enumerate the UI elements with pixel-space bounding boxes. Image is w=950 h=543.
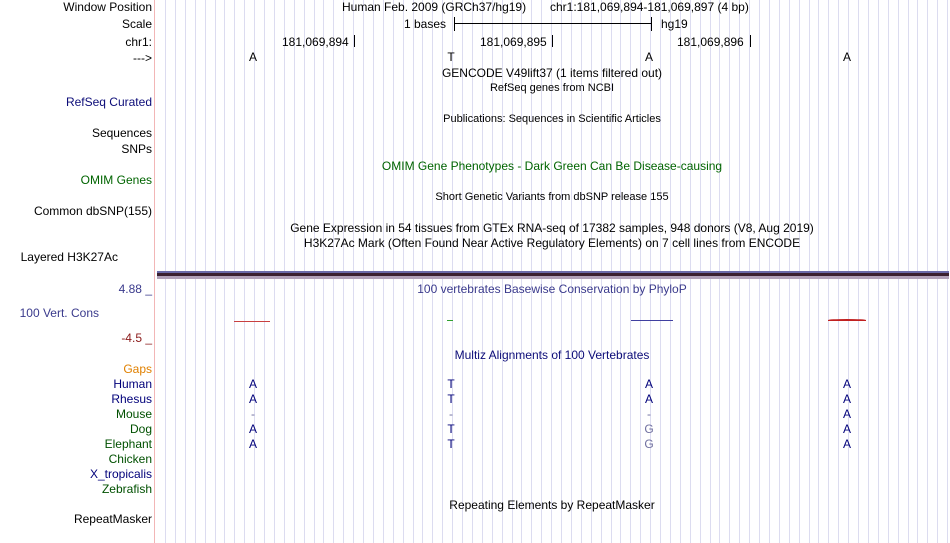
coord-tick-3 bbox=[750, 35, 751, 47]
track-multiz[interactable]: Multiz Alignments of 100 Vertebrates bbox=[454, 348, 650, 362]
track-phylop[interactable]: 100 vertebrates Basewise Conservation by PhyloP bbox=[417, 282, 687, 296]
coord-1: 181,069,894 bbox=[282, 35, 349, 49]
h3k27ac-band-bottom bbox=[157, 276, 949, 279]
label-dog[interactable]: Dog bbox=[129, 422, 152, 436]
mouse-base-4: A bbox=[842, 407, 852, 421]
track-publications[interactable]: Publications: Sequences in Scientific Articles bbox=[443, 113, 661, 125]
label-chicken[interactable]: Chicken bbox=[108, 452, 152, 466]
ref-base-3: A bbox=[644, 50, 654, 64]
coord-tick-2 bbox=[552, 35, 553, 47]
human-base-3: A bbox=[644, 377, 654, 391]
label-human[interactable]: Human bbox=[113, 377, 152, 391]
elephant-base-2: T bbox=[447, 437, 455, 451]
label-cons-min: -4.5 _ bbox=[121, 331, 152, 345]
phylop-mark-1 bbox=[234, 321, 270, 322]
label-scale: Scale bbox=[121, 17, 152, 31]
human-base-4: A bbox=[842, 377, 852, 391]
scale-db: hg19 bbox=[661, 17, 688, 31]
label-dbsnp[interactable]: Common dbSNP(155) bbox=[33, 204, 152, 218]
label-rhesus[interactable]: Rhesus bbox=[111, 392, 152, 406]
dog-base-2: T bbox=[447, 422, 455, 436]
label-h3k27ac[interactable]: Layered H3K27Ac bbox=[20, 250, 118, 264]
label-repeatmasker[interactable]: RepeatMasker bbox=[73, 512, 152, 526]
human-base-1: A bbox=[248, 377, 258, 391]
elephant-base-3: G bbox=[644, 437, 654, 451]
elephant-base-4: A bbox=[842, 437, 852, 451]
phylop-mark-3 bbox=[631, 320, 673, 321]
track-repeatmasker[interactable]: Repeating Elements by RepeatMasker bbox=[449, 498, 655, 512]
phylop-mark-4 bbox=[828, 319, 866, 321]
phylop-mark-2 bbox=[447, 320, 453, 321]
ref-base-1: A bbox=[248, 50, 258, 64]
coord-3: 181,069,896 bbox=[677, 35, 744, 49]
track-h3k27ac[interactable]: H3K27Ac Mark (Often Found Near Active Regulatory Elements) on 7 cell lines from ENCODE bbox=[303, 236, 801, 250]
track-gtex[interactable]: Gene Expression in 54 tissues from GTEx RNA-seq of 17382 samples, 948 donors (V8, Aug 2019) bbox=[290, 221, 814, 235]
label-zebrafish[interactable]: Zebrafish bbox=[101, 482, 152, 496]
dog-base-1: A bbox=[248, 422, 258, 436]
coord-2: 181,069,895 bbox=[480, 35, 547, 49]
dog-base-4: A bbox=[842, 422, 852, 436]
track-gencode[interactable]: GENCODE V49lift37 (1 items filtered out) bbox=[441, 66, 663, 80]
ref-base-4: A bbox=[842, 50, 852, 64]
rhesus-base-1: A bbox=[248, 392, 258, 406]
label-gaps[interactable]: Gaps bbox=[123, 362, 152, 376]
human-base-2: T bbox=[447, 377, 455, 391]
track-omim[interactable]: OMIM Gene Phenotypes - Dark Green Can Be Disease-causing bbox=[381, 159, 723, 173]
dog-base-3: G bbox=[644, 422, 654, 436]
label-refseq[interactable]: RefSeq Curated bbox=[65, 95, 152, 109]
scale-right-tick bbox=[651, 17, 652, 31]
elephant-base-1: A bbox=[248, 437, 258, 451]
position-readout: chr1:181,069,894-181,069,897 (4 bp) bbox=[550, 0, 749, 14]
label-omim[interactable]: OMIM Genes bbox=[80, 173, 152, 187]
rhesus-base-3: A bbox=[644, 392, 654, 406]
assembly-title: Human Feb. 2009 (GRCh37/hg19) bbox=[342, 0, 527, 14]
scale-text: 1 bases bbox=[404, 17, 447, 31]
label-cons-track[interactable]: 100 Vert. Cons bbox=[19, 306, 99, 320]
label-mouse[interactable]: Mouse bbox=[115, 407, 152, 421]
rhesus-base-4: A bbox=[842, 392, 852, 406]
label-elephant[interactable]: Elephant bbox=[104, 437, 152, 451]
label-window-position: Window Position bbox=[63, 0, 152, 14]
ref-base-2: T bbox=[447, 50, 455, 64]
track-dbsnp[interactable]: Short Genetic Variants from dbSNP release 155 bbox=[435, 191, 669, 203]
scale-left-tick bbox=[454, 17, 455, 31]
mouse-base-2: - bbox=[449, 407, 453, 421]
coord-tick-1 bbox=[354, 35, 355, 47]
label-snps[interactable]: SNPs bbox=[121, 142, 152, 156]
track-refseq[interactable]: RefSeq genes from NCBI bbox=[489, 82, 615, 94]
label-sequences[interactable]: Sequences bbox=[91, 126, 152, 140]
mouse-base-3: - bbox=[647, 407, 651, 421]
label-cons-max: 4.88 _ bbox=[118, 282, 152, 296]
label-strand: ---> bbox=[133, 51, 152, 65]
label-chrom: chr1: bbox=[125, 35, 152, 49]
label-xtrop[interactable]: X_tropicalis bbox=[89, 467, 152, 481]
rhesus-base-2: T bbox=[447, 392, 455, 406]
scale-bar bbox=[454, 23, 651, 24]
mouse-base-1: - bbox=[251, 407, 255, 421]
